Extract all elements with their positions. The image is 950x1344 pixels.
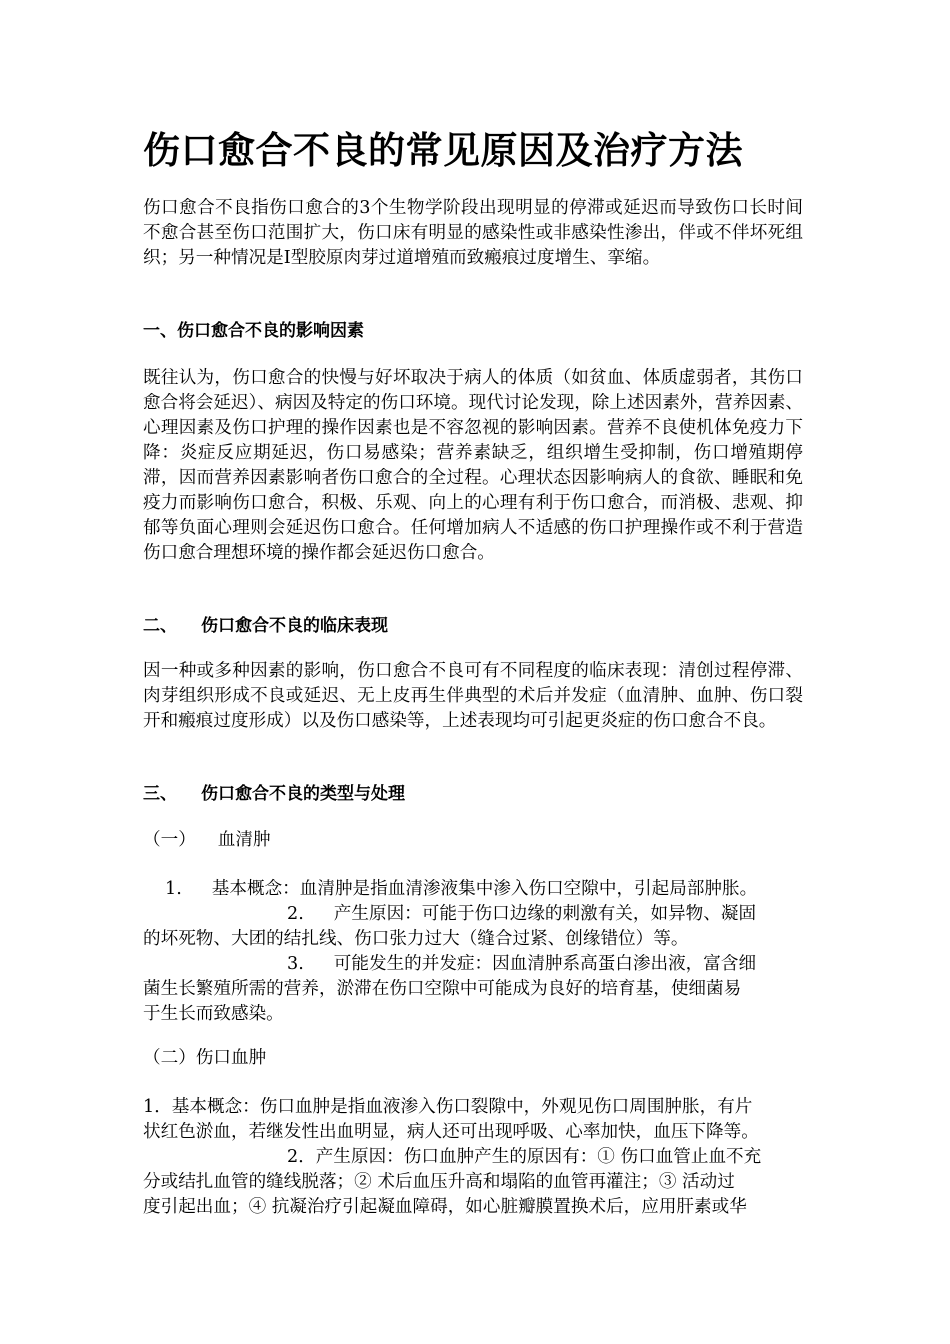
sub1-item3-line2: 菌生长繁殖所需的营养，淤滞在伤口空隙中可能成为良好的培育基，使细菌易	[143, 979, 742, 999]
section2-heading	[143, 614, 388, 639]
subsection2-heading: （二）伤口血肿	[143, 1048, 267, 1068]
sub2-item1-line1: 1．基本概念：伤口血肿是指血液渗入伤口裂隙中，外观见伤口周围肿胀，有片	[143, 1097, 753, 1117]
section3-title: 伤口愈合不良的类型与处理	[201, 784, 405, 804]
sub1-item1-number: 1.	[165, 879, 182, 899]
subsection1-title: 血清肿	[217, 830, 271, 850]
sub1-item3-line3: 于生长而致感染。	[143, 1004, 284, 1024]
sub1-item2-line1	[287, 902, 756, 927]
section3-heading	[143, 782, 405, 807]
sub2-item2-line1: 2．产生原因：伤口血肿产生的原因有：① 伤口血管止血不充	[287, 1147, 762, 1167]
sub1-item2-line2: 的坏死物、大团的结扎线、伤口张力过大（缝合过紧、创缘错位）等。	[143, 929, 689, 949]
sub2-item2-line2: 分或结扎血管的缝线脱落；② 术后血压升高和塌陷的血管再灌注；③ 活动过	[143, 1172, 735, 1192]
subsection1-label: （一）	[143, 830, 196, 850]
sub1-item2-text: 产生原因：可能于伤口边缘的刺激有关，如异物、凝固	[333, 904, 757, 924]
sub1-item3-text: 可能发生的并发症：因血清肿系高蛋白渗出液，富含细	[333, 954, 757, 974]
document-title: 伤口愈合不良的常见原因及治疗方法	[143, 128, 743, 172]
sub2-item1-line2: 状红色淤血，若继发性出血明显，病人还可出现呼吸、心率加快，血压下降等。	[143, 1122, 759, 1142]
subsection1-heading	[143, 828, 271, 853]
section2-title: 伤口愈合不良的临床表现	[201, 616, 388, 636]
section1-heading: 一、伤口愈合不良的影响因素	[143, 321, 364, 341]
sub1-item3-line1	[287, 952, 756, 977]
sub1-item2-number: 2.	[287, 904, 304, 924]
section2-paragraph: 因一种或多种因素的影响，伤口愈合不良可有不同程度的临床表现：清创过程停滞、肉芽组织形成不良或延迟、无上皮再生伴典型的术后并发症（血清肿、血肿、伤口裂开和瘢痕过度形成）以及伤口感染等，上述表现均可引起更炎症的伤口愈合不良。	[143, 661, 803, 731]
section2-number: 二、	[143, 616, 177, 636]
intro-paragraph: 伤口愈合不良指伤口愈合的3个生物学阶段出现明显的停滞或延迟而导致伤口长时间不愈合甚至伤口范围扩大，伤口床有明显的感染性或非感染性渗出，伴或不伴坏死组织；另一种情况是I型胶原肉芽过道增殖而致瘢痕过度增生、挛缩。	[143, 198, 803, 268]
sub1-item3-number: 3.	[287, 954, 304, 974]
sub1-item1	[165, 877, 757, 902]
section3-number: 三、	[143, 784, 177, 804]
section1-paragraph: 既往认为，伤口愈合的快慢与好坏取决于病人的体质（如贫血、体质虚弱者，其伤口愈合将会延迟）、病因及特定的伤口环境。现代讨论发现，除上述因素外，营养因素、心理因素及伤口护理的操作因素也是不容忽视的影响因素。营养不良使机体免疫力下降：炎症反应期延迟，伤口易感染；营养素缺乏，组织增生受抑制，伤口增殖期停滞，因而营养因素影响者伤口愈合的全过程。心理状态因影响病人的食欲、睡眠和免疫力而影响伤口愈合，积极、乐观、向上的心理有利于伤口愈合，而消极、悲观、抑郁等负面心理则会延迟伤口愈合。任何增加病人不适感的伤口护理操作或不利于营造伤口愈合理想环境的操作都会延迟伤口愈合。	[143, 368, 803, 563]
sub2-item2-line3: 度引起出血；④ 抗凝治疗引起凝血障碍，如心脏瓣膜置换术后，应用肝素或华	[143, 1197, 747, 1217]
sub1-item1-text: 基本概念：血清肿是指血清渗液集中渗入伤口空隙中，引起局部肿胀。	[211, 879, 758, 899]
